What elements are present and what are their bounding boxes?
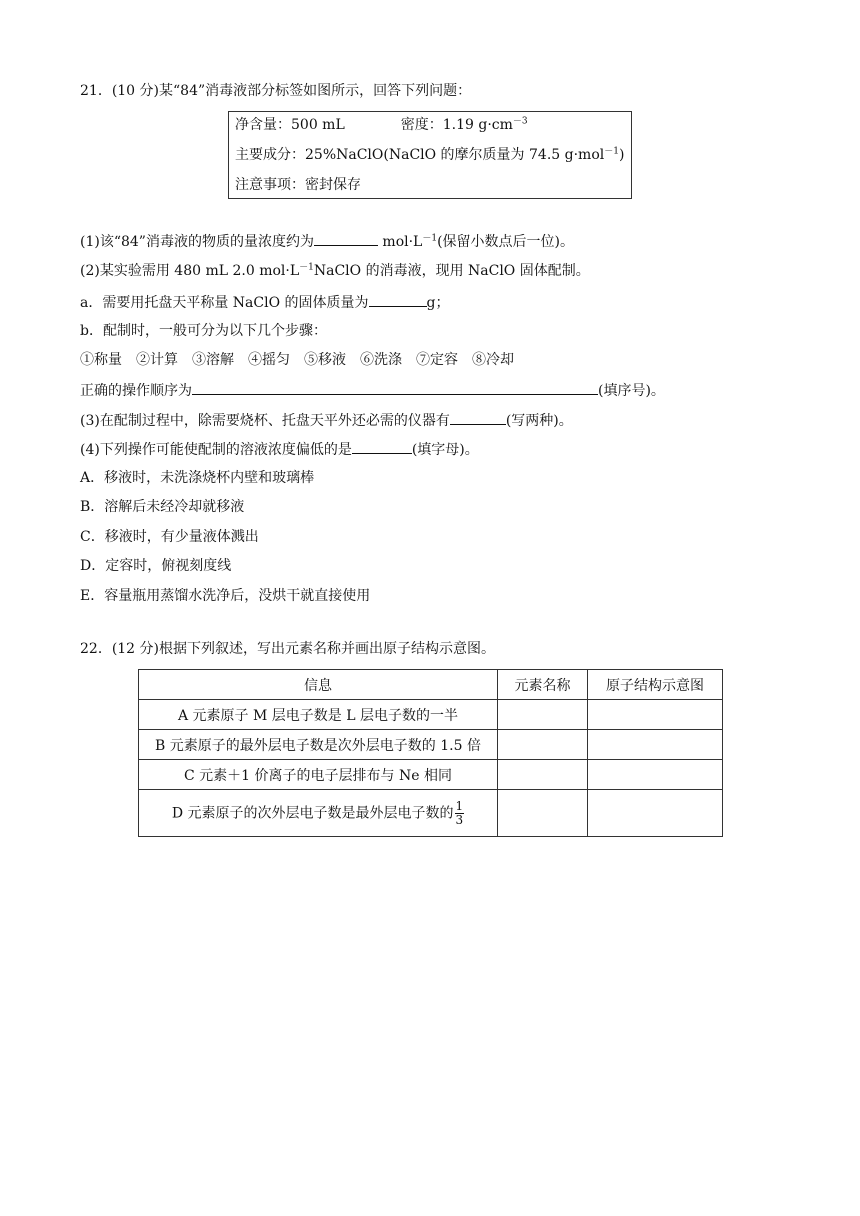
density: 密度：1.19 $g\cdot cm^{-3}$ — [400, 116, 528, 133]
row-d-info: D 元素原子的次外层电子数是最外层电子数的 $\frac{1}{3}$ — [139, 790, 498, 837]
question-21-part-2b: b．配制时，一般可分为以下几个步骤： — [80, 323, 327, 339]
question-21-title: 21．(10 分)某“84”消毒液部分标签如图所示，回答下列问题： — [80, 83, 472, 99]
question-21-part-4: (4)下列操作可能使配制的溶液浓度偏低的是 (填字母)。 — [80, 439, 479, 460]
question-21-part-3: (3)在配制过程中，除需要烧杯、托盘天平外还必需的仪器有 (写两种)。 — [80, 410, 573, 431]
option-d: D．定容时，俯视刻度线 — [80, 558, 232, 574]
row-c-diagram-cell[interactable] — [588, 760, 723, 790]
question-22-title: 22．(12 分)根据下列叙述，写出元素名称并画出原子结构示意图。 — [80, 641, 496, 657]
option-c: C．移液时，有少量液体溅出 — [80, 529, 259, 545]
answer-blank-4[interactable] — [352, 439, 412, 454]
header-info: 信息 — [139, 670, 498, 700]
table-row — [139, 760, 723, 790]
label-row-net-density — [235, 115, 528, 135]
option-e: E．容量瓶用蒸馏水洗净后，没烘干就直接使用 — [80, 588, 371, 604]
table-row — [139, 730, 723, 760]
order-line: 正确的操作顺序为 (填序号)。 — [80, 380, 665, 401]
step-list: ①称量 ②计算 ③溶解 ④摇匀 ⑤移液 ⑥洗涤 ⑦定容 ⑧冷却 — [80, 352, 514, 368]
option-b: B．溶解后未经冷却就移液 — [80, 499, 245, 515]
option-a: A．移液时，未洗涤烧杯内壁和玻璃棒 — [80, 470, 315, 486]
question-21-part-1: (1)该“84”消毒液的物质的量浓度约为 $mol\cdot L^{-1}$(保留小数点后一位)。 — [80, 231, 574, 252]
row-c-info: C 元素＋1 价离子的电子层排布与 Ne 相同 — [139, 760, 498, 790]
product-label-box — [228, 111, 632, 199]
header-element-name: 元素名称 — [498, 670, 588, 700]
answer-blank-2a[interactable] — [369, 292, 427, 307]
label-row-ingredient: 主要成分：25%NaClO(NaClO 的摩尔质量为 74.5 g·mol$^{-1}$) — [235, 146, 625, 163]
fraction: $\frac{1}{3}$ — [455, 798, 464, 827]
row-b-info: B 元素原子的最外层电子数是次外层电子数的 1.5 倍 — [139, 730, 498, 760]
row-a-name-cell[interactable] — [498, 700, 588, 730]
answer-blank-3[interactable] — [450, 410, 506, 425]
row-a-diagram-cell[interactable] — [588, 700, 723, 730]
element-info-table — [138, 669, 723, 837]
answer-blank-1[interactable] — [314, 231, 378, 246]
table-header-row — [139, 670, 723, 700]
row-b-name-cell[interactable] — [498, 730, 588, 760]
row-d-name-cell[interactable] — [498, 790, 588, 837]
header-structure-diagram: 原子结构示意图 — [588, 670, 723, 700]
net-content: 净含量：500 mL — [235, 117, 345, 133]
question-21-part-2: (2)某实验需用 480 mL 2.0 $mol\cdot L^{-1}NaClO$ 的消毒液，现用 NaClO 固体配制。 — [80, 262, 590, 279]
label-row-note: 注意事项：密封保存 — [235, 177, 361, 193]
row-c-name-cell[interactable] — [498, 760, 588, 790]
row-a-info: A 元素原子 M 层电子数是 L 层电子数的一半 — [139, 700, 498, 730]
row-d-diagram-cell[interactable] — [588, 790, 723, 837]
table-row — [139, 790, 723, 837]
table-row — [139, 700, 723, 730]
row-b-diagram-cell[interactable] — [588, 730, 723, 760]
answer-blank-order[interactable] — [192, 380, 598, 395]
question-21-part-2a: a．需要用托盘天平称量 NaClO 的固体质量为 g； — [80, 292, 449, 313]
